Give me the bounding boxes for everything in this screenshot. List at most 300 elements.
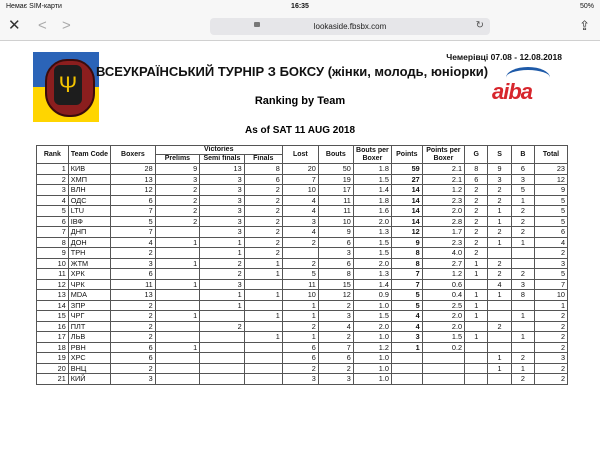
- status-bar: [0, 0, 600, 14]
- points-per-boxer-cell: 2.3: [422, 195, 464, 206]
- table-row: [37, 227, 568, 238]
- bronze-cell: 1: [511, 332, 534, 343]
- points-per-boxer-cell: [422, 363, 464, 374]
- silver-cell: 1: [488, 216, 511, 227]
- boxers-cell: 3: [111, 374, 156, 385]
- header-rank: Rank: [37, 146, 69, 164]
- header-finals: Finals: [244, 155, 282, 164]
- points-cell: 7: [391, 279, 422, 290]
- bouts-cell: 2: [318, 300, 353, 311]
- bronze-cell: 3: [511, 279, 534, 290]
- semi-finals-cell: 3: [200, 216, 245, 227]
- header-bouts-per-boxer: Bouts per Boxer: [353, 146, 391, 164]
- lost-cell: 1: [282, 332, 318, 343]
- bouts-cell: 6: [318, 237, 353, 248]
- table-row: [37, 237, 568, 248]
- table-row: [37, 290, 568, 301]
- lost-cell: 1: [282, 300, 318, 311]
- rank-cell: 4: [37, 195, 69, 206]
- total-cell: 10: [535, 290, 568, 301]
- rank-cell: 14: [37, 300, 69, 311]
- rank-cell: 20: [37, 363, 69, 374]
- boxers-cell: 7: [111, 206, 156, 217]
- total-cell: 2: [535, 332, 568, 343]
- rank-cell: 1: [37, 164, 69, 175]
- lost-cell: 4: [282, 195, 318, 206]
- table-row: [37, 206, 568, 217]
- bronze-cell: 5: [511, 185, 534, 196]
- bouts-per-boxer-cell: 2.0: [353, 216, 391, 227]
- gold-cell: 2: [465, 237, 488, 248]
- table-row: [37, 300, 568, 311]
- header-points-per-boxer: Points per Boxer: [422, 146, 464, 164]
- header-prelims: Prelims: [155, 155, 200, 164]
- points-cell: 4: [391, 311, 422, 322]
- team-code-cell: ТРН: [68, 248, 110, 259]
- boxers-cell: 13: [111, 174, 156, 185]
- bouts-per-boxer-cell: 2.0: [353, 258, 391, 269]
- finals-cell: [244, 321, 282, 332]
- header-lost: Lost: [282, 146, 318, 164]
- bouts-per-boxer-cell: 0.9: [353, 290, 391, 301]
- points-cell: 7: [391, 269, 422, 280]
- table-row: [37, 342, 568, 353]
- bouts-cell: 3: [318, 248, 353, 259]
- lost-cell: 4: [282, 206, 318, 217]
- team-code-cell: ДОН: [68, 237, 110, 248]
- semi-finals-cell: 3: [200, 279, 245, 290]
- lost-cell: 11: [282, 279, 318, 290]
- bouts-per-boxer-cell: 1.5: [353, 174, 391, 185]
- bronze-cell: [511, 248, 534, 259]
- team-code-cell: КИЙ: [68, 374, 110, 385]
- gold-cell: 1: [465, 311, 488, 322]
- bouts-cell: 6: [318, 353, 353, 364]
- total-cell: 6: [535, 227, 568, 238]
- silver-cell: [488, 300, 511, 311]
- boxers-cell: 2: [111, 248, 156, 259]
- bouts-per-boxer-cell: 1.3: [353, 269, 391, 280]
- points-cell: 9: [391, 237, 422, 248]
- forward-button[interactable]: >: [62, 17, 71, 34]
- total-cell: 5: [535, 206, 568, 217]
- silver-cell: 2: [488, 258, 511, 269]
- header-points: Points: [391, 146, 422, 164]
- rank-cell: 3: [37, 185, 69, 196]
- bouts-per-boxer-cell: 1.8: [353, 164, 391, 175]
- semi-finals-cell: 1: [200, 300, 245, 311]
- points-per-boxer-cell: 0.4: [422, 290, 464, 301]
- silver-cell: [488, 248, 511, 259]
- bronze-cell: 2: [511, 216, 534, 227]
- lost-cell: 6: [282, 353, 318, 364]
- semi-finals-cell: 3: [200, 206, 245, 217]
- page-title: Ranking by Team: [254, 95, 346, 107]
- gold-cell: [465, 321, 488, 332]
- silver-cell: 1: [488, 353, 511, 364]
- total-cell: 5: [535, 195, 568, 206]
- team-code-cell: ЧРК: [68, 279, 110, 290]
- silver-cell: [488, 342, 511, 353]
- points-cell: 14: [391, 195, 422, 206]
- lost-cell: 2: [282, 258, 318, 269]
- bronze-cell: 1: [511, 363, 534, 374]
- points-cell: 4: [391, 321, 422, 332]
- rank-cell: 17: [37, 332, 69, 343]
- team-code-cell: ХМП: [68, 174, 110, 185]
- points-cell: 3: [391, 332, 422, 343]
- bouts-cell: 3: [318, 374, 353, 385]
- tournament-title: ВСЕУКРАЇНСЬКИЙ ТУРНІР З БОКСУ (жінки, молодь, юніорки): [96, 64, 489, 79]
- bronze-cell: 3: [511, 174, 534, 185]
- rank-cell: 10: [37, 258, 69, 269]
- header-bouts: Bouts: [318, 146, 353, 164]
- table-row: [37, 269, 568, 280]
- finals-cell: 1: [244, 258, 282, 269]
- silver-cell: 1: [488, 290, 511, 301]
- points-cell: [391, 353, 422, 364]
- rank-cell: 8: [37, 237, 69, 248]
- total-cell: 4: [535, 237, 568, 248]
- total-cell: 5: [535, 269, 568, 280]
- finals-cell: [244, 353, 282, 364]
- points-cell: 14: [391, 185, 422, 196]
- team-code-cell: ХРС: [68, 353, 110, 364]
- boxers-cell: 5: [111, 216, 156, 227]
- points-cell: [391, 374, 422, 385]
- lost-cell: 5: [282, 269, 318, 280]
- silver-cell: 4: [488, 279, 511, 290]
- bouts-per-boxer-cell: 1.8: [353, 195, 391, 206]
- table-row: [37, 279, 568, 290]
- bronze-cell: 8: [511, 290, 534, 301]
- bouts-cell: 2: [318, 363, 353, 374]
- gold-cell: [465, 353, 488, 364]
- header-team-code: Team Code: [68, 146, 110, 164]
- silver-cell: 2: [488, 227, 511, 238]
- points-cell: 27: [391, 174, 422, 185]
- finals-cell: 2: [244, 227, 282, 238]
- total-cell: 2: [535, 342, 568, 353]
- ranking-table-body: [37, 164, 568, 385]
- points-per-boxer-cell: 2.3: [422, 237, 464, 248]
- bronze-cell: 2: [511, 206, 534, 217]
- prelims-cell: 2: [155, 216, 200, 227]
- semi-finals-cell: [200, 311, 245, 322]
- header-victories: Victories: [155, 146, 282, 155]
- team-code-cell: ВНЦ: [68, 363, 110, 374]
- total-cell: 2: [535, 311, 568, 322]
- bouts-per-boxer-cell: 1.0: [353, 332, 391, 343]
- rank-cell: 11: [37, 269, 69, 280]
- gold-cell: [465, 279, 488, 290]
- prelims-cell: [155, 248, 200, 259]
- bronze-cell: [511, 321, 534, 332]
- rank-cell: 7: [37, 227, 69, 238]
- boxers-cell: 13: [111, 290, 156, 301]
- team-code-cell: РВН: [68, 342, 110, 353]
- team-code-cell: ІВФ: [68, 216, 110, 227]
- lost-cell: 6: [282, 342, 318, 353]
- semi-finals-cell: 3: [200, 227, 245, 238]
- bouts-cell: 11: [318, 195, 353, 206]
- rank-cell: 13: [37, 290, 69, 301]
- header-semi-finals: Semi finals: [200, 155, 245, 164]
- bouts-per-boxer-cell: 1.5: [353, 248, 391, 259]
- bouts-cell: 8: [318, 269, 353, 280]
- gold-cell: 1: [465, 290, 488, 301]
- team-code-cell: ВЛН: [68, 185, 110, 196]
- reload-icon[interactable]: ↻: [475, 20, 484, 31]
- rank-cell: 12: [37, 279, 69, 290]
- lost-cell: 3: [282, 216, 318, 227]
- gold-cell: 2: [465, 195, 488, 206]
- points-per-boxer-cell: [422, 353, 464, 364]
- bouts-per-boxer-cell: 1.0: [353, 363, 391, 374]
- rank-cell: 2: [37, 174, 69, 185]
- total-cell: 3: [535, 258, 568, 269]
- close-icon[interactable]: ✕: [8, 17, 21, 34]
- bouts-cell: 10: [318, 216, 353, 227]
- aiba-logo: aiba: [492, 79, 533, 104]
- bronze-cell: [511, 342, 534, 353]
- prelims-cell: [155, 300, 200, 311]
- lost-cell: 4: [282, 227, 318, 238]
- team-code-cell: ДНП: [68, 227, 110, 238]
- semi-finals-cell: 1: [200, 237, 245, 248]
- lost-cell: 10: [282, 290, 318, 301]
- team-code-cell: MDA: [68, 290, 110, 301]
- silver-cell: 2: [488, 195, 511, 206]
- bronze-cell: [511, 300, 534, 311]
- total-cell: 9: [535, 185, 568, 196]
- rank-cell: 16: [37, 321, 69, 332]
- boxers-cell: 3: [111, 258, 156, 269]
- finals-cell: 1: [244, 269, 282, 280]
- semi-finals-cell: 3: [200, 174, 245, 185]
- prelims-cell: 2: [155, 206, 200, 217]
- bouts-per-boxer-cell: 1.4: [353, 279, 391, 290]
- boxers-cell: 4: [111, 237, 156, 248]
- total-cell: 3: [535, 353, 568, 364]
- semi-finals-cell: 3: [200, 185, 245, 196]
- semi-finals-cell: [200, 332, 245, 343]
- bronze-cell: [511, 258, 534, 269]
- table-row: [37, 363, 568, 374]
- bouts-cell: 2: [318, 332, 353, 343]
- bronze-cell: 1: [511, 237, 534, 248]
- team-code-cell: ХРК: [68, 269, 110, 280]
- prelims-cell: 1: [155, 258, 200, 269]
- semi-finals-cell: 1: [200, 290, 245, 301]
- bronze-cell: 2: [511, 269, 534, 280]
- ranking-table: [36, 145, 568, 385]
- header-bronze: B: [511, 146, 534, 164]
- team-code-cell: ЖТМ: [68, 258, 110, 269]
- bronze-cell: 1: [511, 195, 534, 206]
- silver-cell: [488, 374, 511, 385]
- bouts-per-boxer-cell: 1.4: [353, 185, 391, 196]
- prelims-cell: 2: [155, 195, 200, 206]
- bouts-cell: 15: [318, 279, 353, 290]
- boxers-cell: 11: [111, 279, 156, 290]
- total-cell: 2: [535, 374, 568, 385]
- lost-cell: 2: [282, 363, 318, 374]
- boxers-cell: 2: [111, 363, 156, 374]
- gold-cell: [465, 342, 488, 353]
- finals-cell: 1: [244, 332, 282, 343]
- gold-cell: 2: [465, 227, 488, 238]
- bronze-cell: 2: [511, 353, 534, 364]
- table-row: [37, 174, 568, 185]
- bouts-per-boxer-cell: 1.5: [353, 237, 391, 248]
- finals-cell: 2: [244, 195, 282, 206]
- bronze-cell: 1: [511, 311, 534, 322]
- gold-cell: 2: [465, 216, 488, 227]
- prelims-cell: 1: [155, 279, 200, 290]
- bouts-per-boxer-cell: 1.2: [353, 342, 391, 353]
- url-bar[interactable]: [210, 18, 490, 35]
- gold-cell: 1: [465, 332, 488, 343]
- table-row: [37, 258, 568, 269]
- silver-cell: 1: [488, 363, 511, 374]
- bouts-cell: 17: [318, 185, 353, 196]
- points-per-boxer-cell: 1.2: [422, 185, 464, 196]
- silver-cell: [488, 332, 511, 343]
- finals-cell: 8: [244, 164, 282, 175]
- prelims-cell: [155, 332, 200, 343]
- event-dates: Чемерівці 07.08 - 12.08.2018: [446, 52, 562, 62]
- semi-finals-cell: 2: [200, 269, 245, 280]
- semi-finals-cell: 2: [200, 258, 245, 269]
- points-per-boxer-cell: 2.1: [422, 164, 464, 175]
- points-per-boxer-cell: [422, 374, 464, 385]
- lost-cell: 20: [282, 164, 318, 175]
- boxers-cell: 6: [111, 342, 156, 353]
- boxers-cell: 6: [111, 269, 156, 280]
- semi-finals-cell: 1: [200, 248, 245, 259]
- semi-finals-cell: [200, 374, 245, 385]
- finals-cell: [244, 300, 282, 311]
- team-code-cell: ОДС: [68, 195, 110, 206]
- lost-cell: 2: [282, 321, 318, 332]
- header-total: Total: [535, 146, 568, 164]
- prelims-cell: 2: [155, 185, 200, 196]
- gold-cell: 8: [465, 164, 488, 175]
- bouts-cell: 7: [318, 342, 353, 353]
- finals-cell: 2: [244, 216, 282, 227]
- rank-cell: 21: [37, 374, 69, 385]
- points-cell: 8: [391, 258, 422, 269]
- silver-cell: 2: [488, 269, 511, 280]
- team-code-cell: ПЛТ: [68, 321, 110, 332]
- silver-cell: 1: [488, 237, 511, 248]
- prelims-cell: [155, 363, 200, 374]
- bronze-cell: 6: [511, 164, 534, 175]
- gold-cell: 1: [465, 269, 488, 280]
- boxers-cell: 2: [111, 321, 156, 332]
- bouts-cell: 9: [318, 227, 353, 238]
- points-per-boxer-cell: 2.8: [422, 216, 464, 227]
- total-cell: 2: [535, 321, 568, 332]
- points-cell: 5: [391, 290, 422, 301]
- semi-finals-cell: 13: [200, 164, 245, 175]
- team-code-cell: ЗПР: [68, 300, 110, 311]
- as-of-date: As of SAT 11 AUG 2018: [244, 125, 356, 136]
- header-silver: S: [488, 146, 511, 164]
- points-per-boxer-cell: 0.2: [422, 342, 464, 353]
- semi-finals-cell: 2: [200, 321, 245, 332]
- total-cell: 2: [535, 248, 568, 259]
- share-icon[interactable]: ⇪: [579, 18, 590, 33]
- finals-cell: 6: [244, 174, 282, 185]
- points-cell: 5: [391, 300, 422, 311]
- prelims-cell: 1: [155, 237, 200, 248]
- url-text: lookaside.fbsbx.com: [313, 22, 387, 31]
- lost-cell: 1: [282, 311, 318, 322]
- bouts-per-boxer-cell: 1.0: [353, 300, 391, 311]
- team-code-cell: LTU: [68, 206, 110, 217]
- gold-cell: 1: [465, 258, 488, 269]
- gold-cell: 6: [465, 174, 488, 185]
- prelims-cell: [155, 374, 200, 385]
- total-cell: 5: [535, 216, 568, 227]
- total-cell: 7: [535, 279, 568, 290]
- points-per-boxer-cell: 2.1: [422, 174, 464, 185]
- boxers-cell: 12: [111, 185, 156, 196]
- rank-cell: 5: [37, 206, 69, 217]
- rank-cell: 15: [37, 311, 69, 322]
- bronze-cell: 2: [511, 374, 534, 385]
- boxers-cell: 2: [111, 332, 156, 343]
- total-cell: 12: [535, 174, 568, 185]
- header-gold: G: [465, 146, 488, 164]
- rank-cell: 18: [37, 342, 69, 353]
- points-per-boxer-cell: 1.5: [422, 332, 464, 343]
- finals-cell: [244, 363, 282, 374]
- semi-finals-cell: [200, 353, 245, 364]
- lost-cell: 7: [282, 174, 318, 185]
- table-row: [37, 374, 568, 385]
- lost-cell: [282, 248, 318, 259]
- carrier-label: Немає SIM-карти: [6, 3, 62, 10]
- prelims-cell: [155, 353, 200, 364]
- silver-cell: 9: [488, 164, 511, 175]
- points-per-boxer-cell: 0.6: [422, 279, 464, 290]
- prelims-cell: [155, 227, 200, 238]
- finals-cell: 2: [244, 206, 282, 217]
- rank-cell: 9: [37, 248, 69, 259]
- boxers-cell: 7: [111, 227, 156, 238]
- battery-label: 50%: [579, 3, 594, 10]
- bouts-per-boxer-cell: 1.5: [353, 311, 391, 322]
- boxers-cell: 2: [111, 300, 156, 311]
- table-row: [37, 332, 568, 343]
- finals-cell: 1: [244, 311, 282, 322]
- boxers-cell: 28: [111, 164, 156, 175]
- bouts-cell: 3: [318, 311, 353, 322]
- total-cell: 2: [535, 363, 568, 374]
- points-cell: 14: [391, 216, 422, 227]
- back-button[interactable]: <: [38, 17, 47, 34]
- bouts-cell: 12: [318, 290, 353, 301]
- bouts-cell: 50: [318, 164, 353, 175]
- trident-icon: Ψ: [54, 65, 82, 105]
- browser-navbar: [0, 14, 600, 41]
- points-per-boxer-cell: 2.0: [422, 311, 464, 322]
- team-code-cell: КИВ: [68, 164, 110, 175]
- bouts-cell: 19: [318, 174, 353, 185]
